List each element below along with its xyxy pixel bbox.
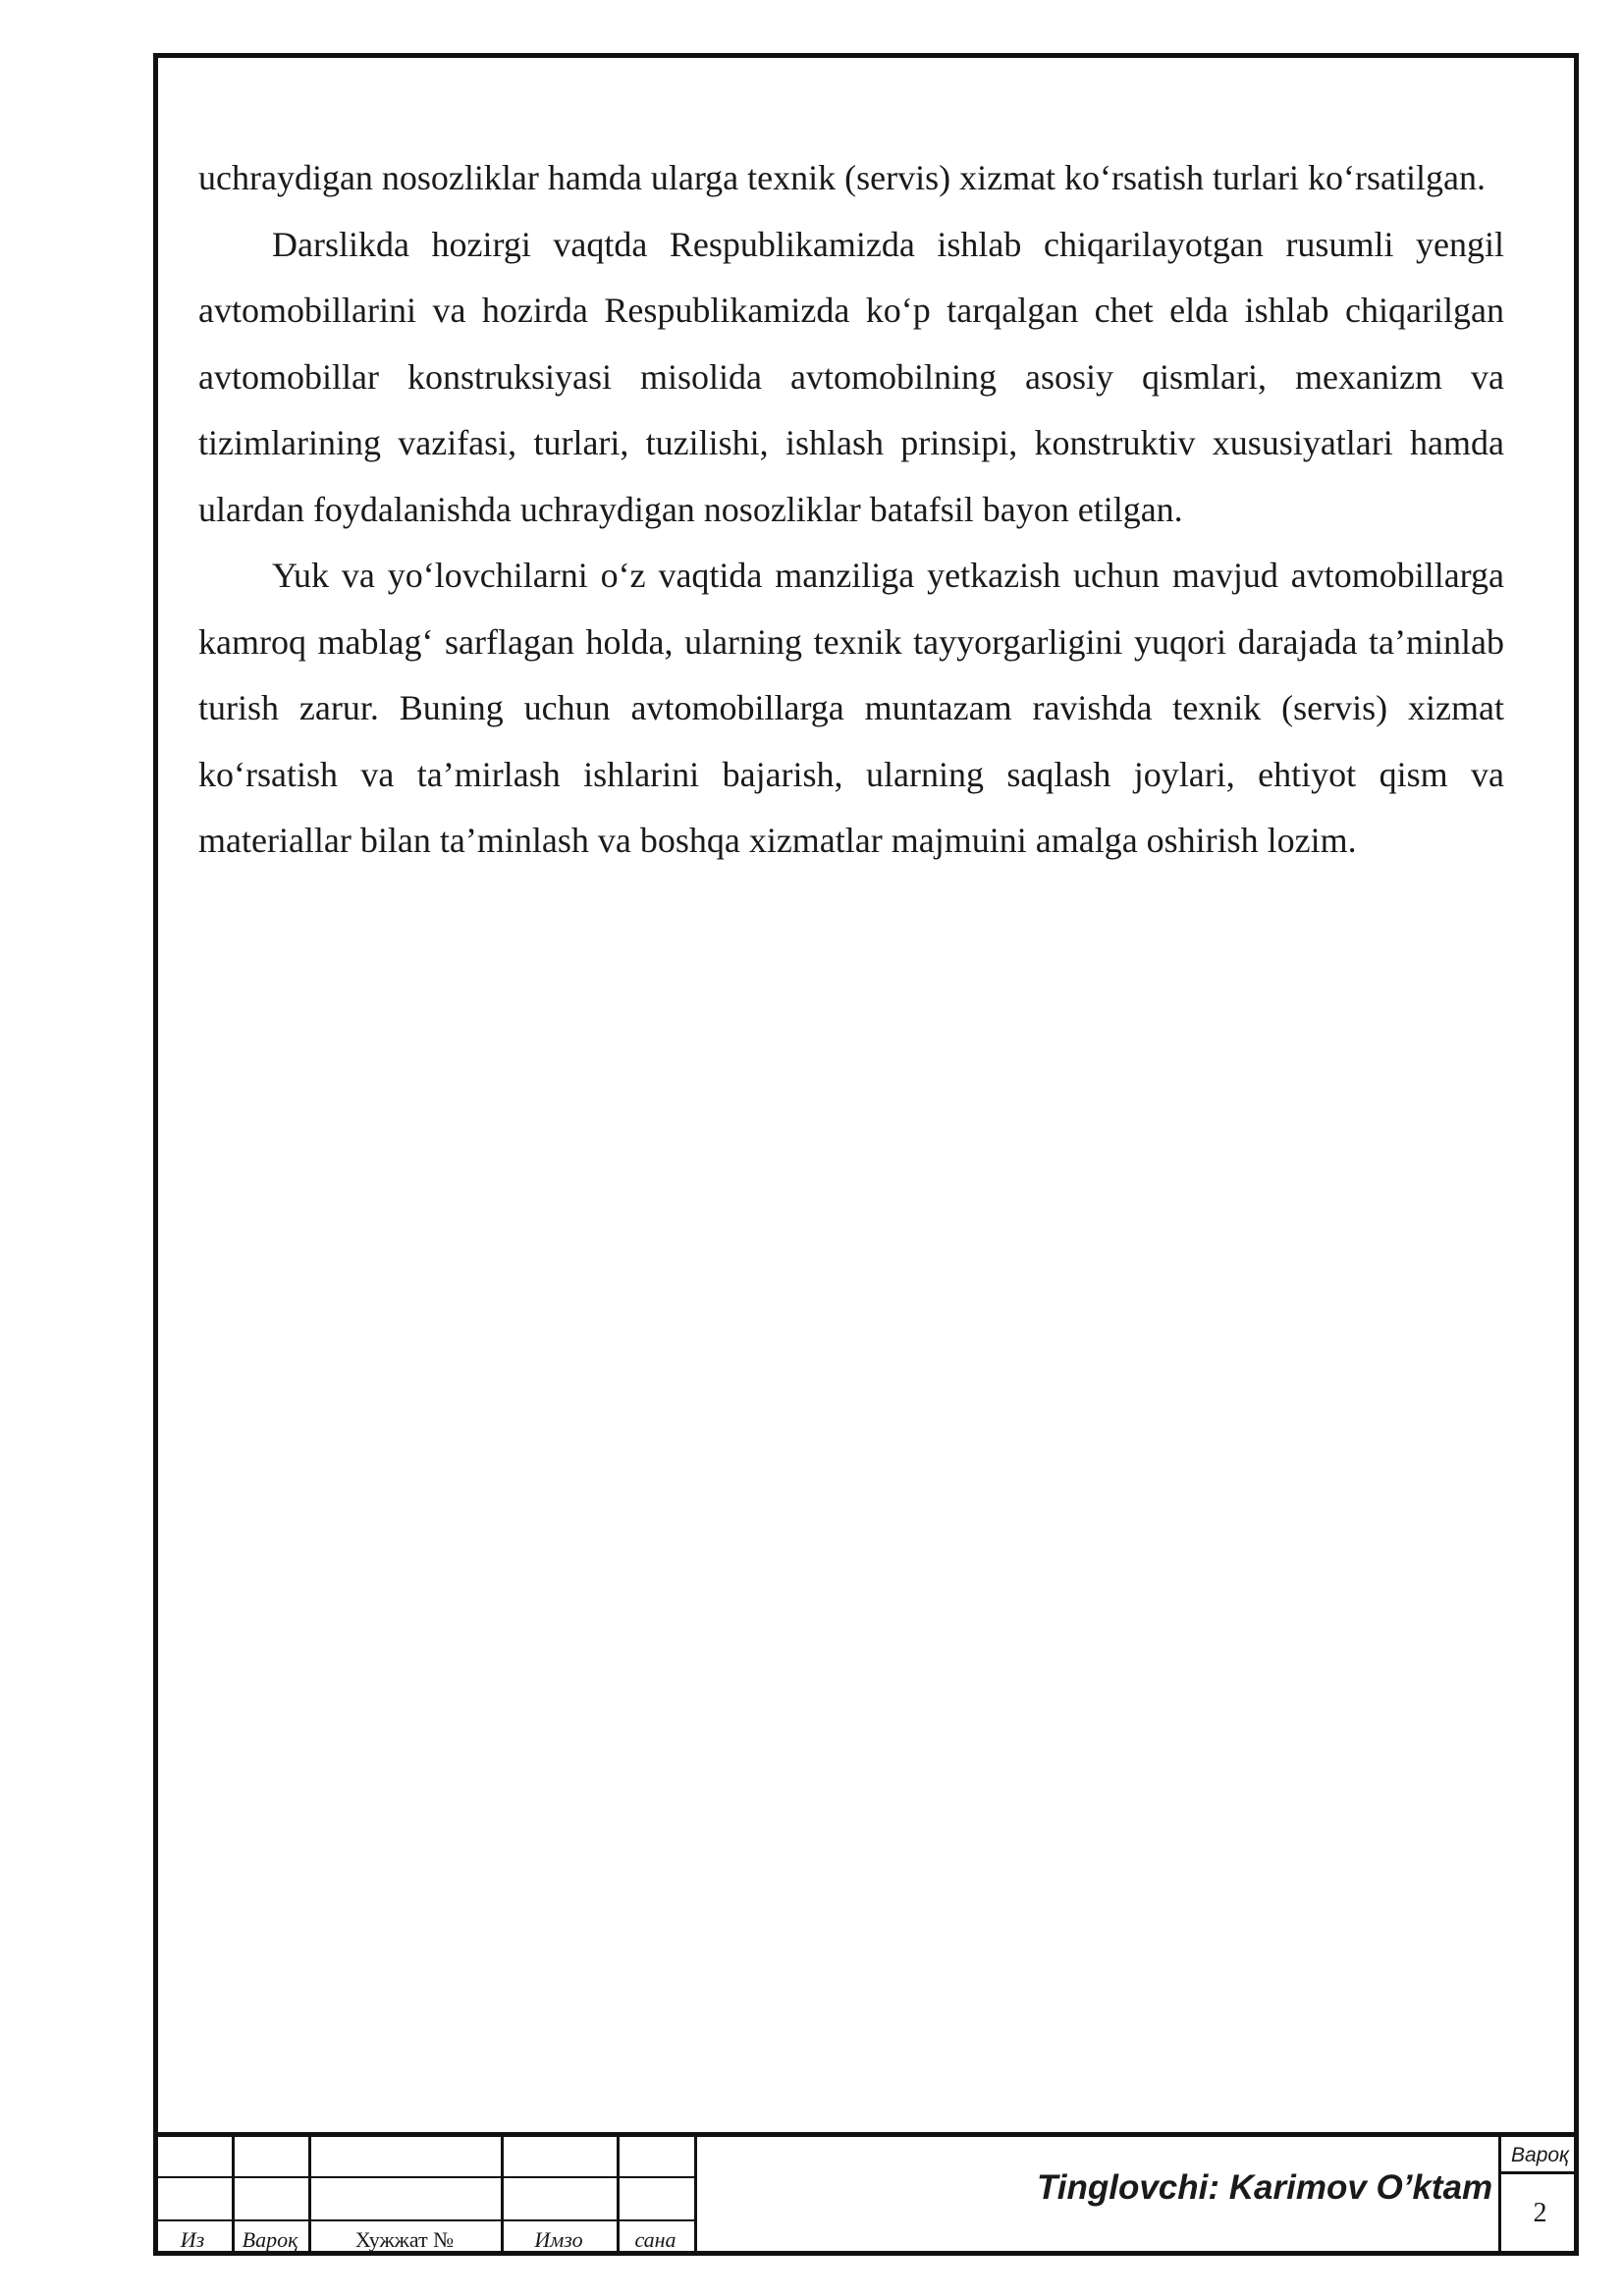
stamp-label-document: Хужжат № bbox=[354, 2227, 455, 2252]
stamp-label-varoq: Вароқ bbox=[242, 2227, 298, 2252]
stamp-label-date: сана bbox=[634, 2227, 676, 2252]
title-block bbox=[153, 2132, 1579, 2256]
paragraph-3: Yuk va yo‘lovchilarni o‘z vaqtida manziliga yetkazish uchun mavjud avtomobillarga kamroq mablag‘ sarflagan holda, ularning texnik tayyorgarligini yuqori darajada ta’minlab turish zarur. Buning uchun avtomobillarga muntazam ravishda texnik (servis) xizmat ko‘rsatish va ta’mirlash ishlarini bajarish, ularning saqlash joylari, ehtiyot qism va materiallar bilan ta’minlash va boshqa xizmatlar majmuini amalga oshirish lozim. bbox=[198, 556, 1504, 860]
listener-name: Tinglovchi: Karimov O’ktam bbox=[1037, 2168, 1493, 2207]
paragraph-2: Darslikda hozirgi vaqtda Respublikamizda ishlab chiqarilayotgan rusumli yengil avtomobillarini va hozirda Respublikamizda ko‘p tarqalgan chet elda ishlab chiqarilgan avtomobillar konstruksiyasi misolida avtomobilning asosiy qismlari, mexanizm va tizimlarining vazifasi, turlari, tuzilishi, ishlash prinsipi, konstruktiv xususiyatlari hamda ulardan foydalanishda uchraydigan nosozliklar batafsil bayon etilgan. bbox=[198, 224, 1504, 529]
paragraph-1: uchraydigan nosozliklar hamda ularga texnik (servis) xizmat ko‘rsatish turlari ko‘rsatilgan. bbox=[198, 158, 1486, 197]
stamp-label-signature: Имзо bbox=[534, 2227, 583, 2252]
sheet-number: 2 bbox=[1533, 2198, 1547, 2228]
body-text bbox=[198, 145, 1504, 875]
stamp-row-line-2 bbox=[153, 2219, 694, 2221]
sheet-number-box bbox=[1498, 2137, 1579, 2256]
stamp-label-iz: Из bbox=[180, 2227, 205, 2252]
stamp-row-line-1 bbox=[153, 2176, 694, 2178]
sheet-label: Вароқ bbox=[1501, 2137, 1579, 2174]
